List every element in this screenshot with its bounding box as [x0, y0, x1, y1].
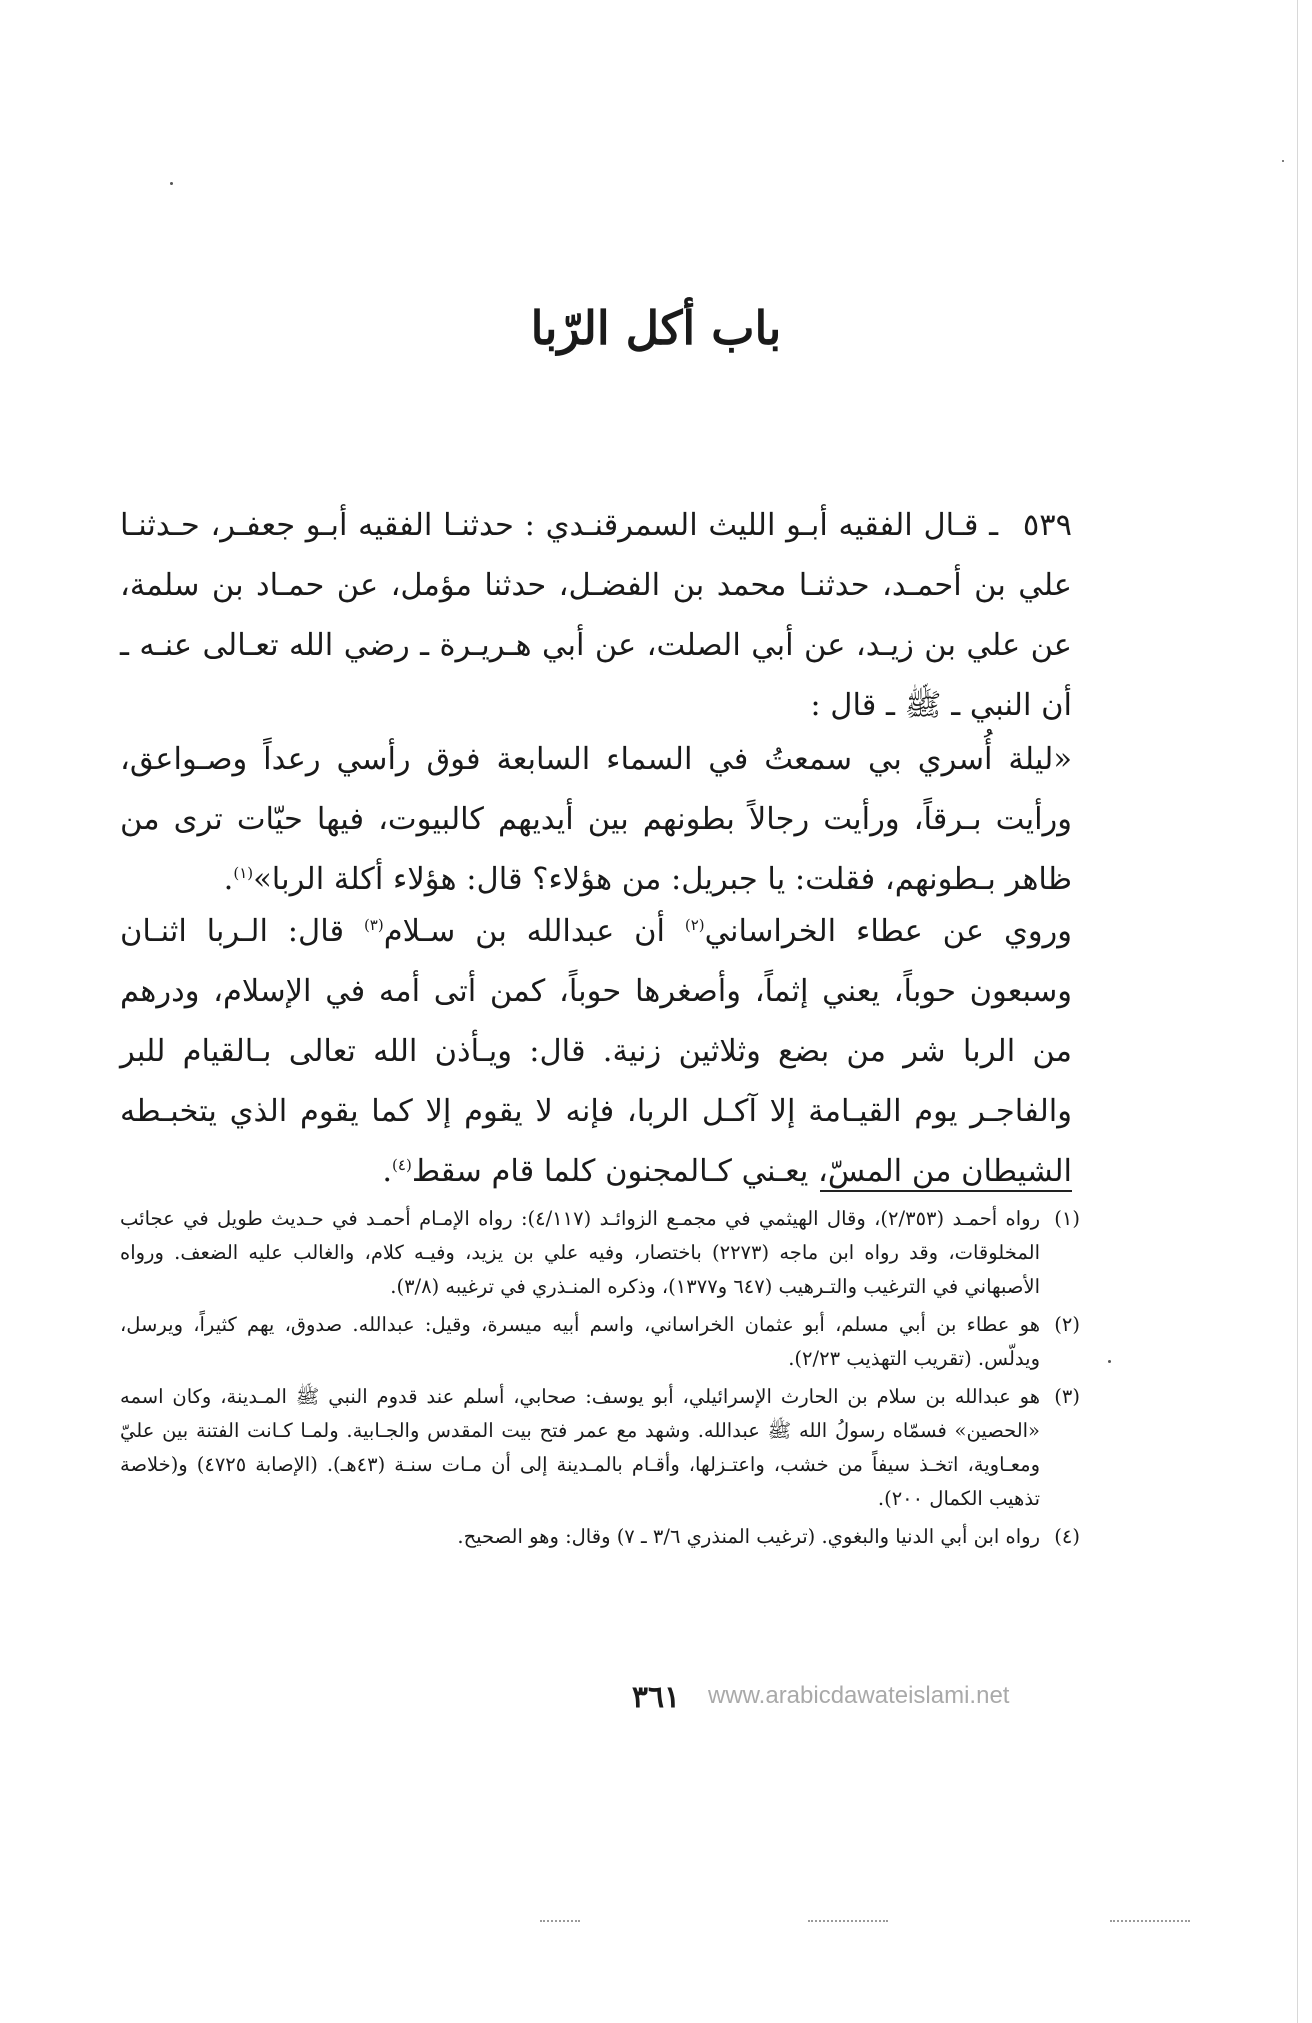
footnote-text: رواه أحمـد (٢/٣٥٣)، وقال الهيثمي في مجمـع الزوائـد (٤/١١٧): رواه الإمـام أحمـد في حـديث طويل في عجائب المخلوقات، وقد رواه ابن ماجه (٢٢٧٣) باختصار، وفيه علي بن يزيد، وفيـه كلام، والغالب عليه الضعف. ورواه الأصبهاني في الترغيب والتـرهيب (٦٤٧ و١٣٧٧)، وذكره المنـذري في ترغيبه (٣/٨). — [120, 1207, 1040, 1298]
footnote-item — [120, 1202, 1080, 1304]
footnote-item — [120, 1520, 1080, 1554]
scan-speck — [170, 182, 173, 185]
hadith-isnad-paragraph — [120, 496, 1072, 736]
watermark-url: www.arabicdawateislami.net — [708, 1682, 1010, 1709]
narration-text-1: وروي عن عطاء الخراساني — [704, 914, 1073, 949]
footnote-item — [120, 1380, 1080, 1516]
narration-text-3: قال: الـربا اثنـان وسبعون حوباً، يعني إثماً، وأصغرها حوباً، كمن أتى أمه في الإسلام، ودرهم من الربا شر من بضع وثلاثين زنية. قال: ويـأذن الله تعالى بـالقيام للبر والفاجـر يوم القيـامة إلا آكـل الربا، فإنه لا يقوم إلا كما يقوم الذي يتخبـطه الشيطان من المسّ، يعـني كـالمجنون كلما قام سقط — [120, 914, 1072, 1189]
narration-end: . — [382, 1154, 393, 1189]
footnote-separator — [820, 1190, 1072, 1192]
footnote-number: (٣) — [1054, 1385, 1080, 1408]
footnote-ref-2[interactable]: (٢) — [684, 915, 705, 934]
scan-speck — [1108, 1360, 1111, 1363]
footnote-number: (٤) — [1054, 1525, 1080, 1548]
footnote-number: (٢) — [1054, 1313, 1080, 1336]
hadith-matn-paragraph: «ليلة أُسري بي سمعتُ في السماء السابعة فوق رأسي رعداً وصـواعق، ورأيت بـرقاً، ورأيت رجالاً بطونهم بين أيديهم كالبيوت، فيها حيّات ترى من ظاهر بـطونهم، فقلت: يا جبريل: من هؤلاء؟ قال: هؤلاء أكلة الربا»$^{(١)}$. — [120, 742, 1072, 897]
footnote-number: (١) — [1054, 1207, 1080, 1230]
footnote-ref-4[interactable]: (٤) — [392, 1155, 412, 1174]
hadith-matn-text: «ليلة أُسري بي سمعتُ في السماء السابعة فوق رأسي رعداً وصـواعق، ورأيت بـرقاً، ورأيت رجالاً بطونهم بين أيديهم كالبيوت، فيها حيّات ترى من ظاهر بـطونهم، فقلت: يا جبريل: من هؤلاء؟ قال: هؤلاء أكلة الربا» — [120, 742, 1072, 897]
page-number: ٣٦١ — [631, 1680, 681, 1715]
footnotes-section — [120, 1202, 1080, 1558]
footnote-ref-3[interactable]: (٣) — [363, 915, 384, 934]
footnote-ref-1[interactable]: (١) — [233, 863, 254, 882]
footnote-item — [120, 1308, 1080, 1376]
footnote-text: هو عبدالله بن سلام بن الحارث الإسرائيلي، أبو يوسف: صحابي، أسلم عند قدوم النبي ﷺ المـدينة، وكان اسمه «الحصين» فسمّاه رسولُ الله ﷺ عبدالله. وشهد مع عمر فتح بيت المقدس والجـابية. ولمـا كـانت الفتنة بين عليّ ومعـاوية، اتخـذ سيفاً من خشب، واعتـزلها، وأقـام بالمـدينة إلى أن مـات سنـة (٤٣هـ). (الإصابة ٤٧٢٥) و(خلاصة تذهيب الكمال ٢٠٠). — [120, 1385, 1040, 1510]
narration-text-2: أن عبدالله بن سـلام — [383, 914, 685, 949]
scan-dots — [808, 1920, 888, 1924]
footnote-text: هو عطاء بن أبي مسلم، أبو عثمان الخراساني، واسم أبيه ميسرة، وقيل: عبدالله. صدوق، يهم كثيراً، ويرسل، ويدلّس. (تقريب التهذيب ٢/٢٣). — [120, 1313, 1040, 1370]
hadith-number: ٥٣٩ — [1022, 508, 1072, 543]
scan-dots — [540, 1920, 580, 1924]
narration-paragraph — [120, 902, 1072, 1202]
hadith-isnad-text: ـ قـال الفقيه أبـو الليث السمرقنـدي : حدثنـا الفقيه أبـو جعفـر، حـدثنـا علي بن أحمـد، حدثنـا محمد بن الفضـل، حدثنا مؤمل، عن حمـاد بن سلمة، عن علي بن زيـد، عن أبي الصلت، عن أبي هـريـرة ـ رضي الله تعـالى عنـه ـ أن النبي ـ ﷺ ـ قال : — [120, 508, 1072, 723]
scan-speck — [1282, 160, 1284, 162]
chapter-title: باب أكل الرّبا — [530, 301, 782, 355]
scan-dots — [1110, 1920, 1190, 1924]
footnote-text: رواه ابن أبي الدنيا والبغوي. (ترغيب المنذري ٣/٦ ـ ٧) وقال: وهو الصحيح. — [457, 1525, 1040, 1548]
